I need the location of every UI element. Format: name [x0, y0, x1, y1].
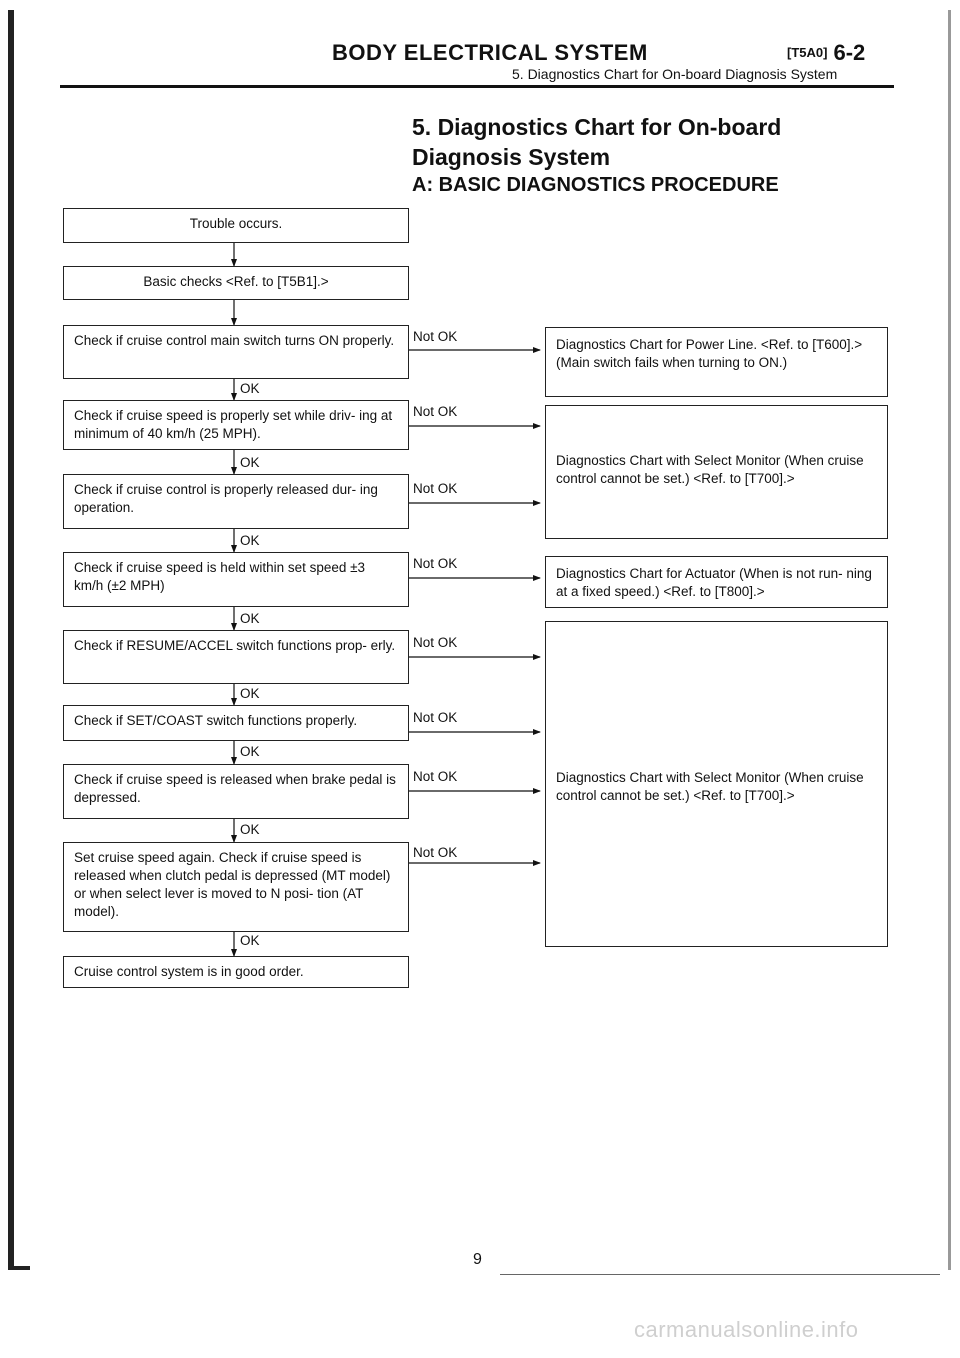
page-number: 9	[473, 1251, 482, 1268]
footer-rule	[500, 1274, 940, 1275]
result-box: Diagnostics Chart for Actuator (When is not run- ning at a fixed speed.) <Ref. to [T800].>	[545, 556, 888, 608]
basic-checks-box: Basic checks <Ref. to [T5B1].>	[63, 266, 409, 300]
ok-label: OK	[240, 744, 260, 759]
step-box: Check if cruise control main switch turns ON properly.	[63, 325, 409, 379]
header-section-code: [T5A0]	[787, 45, 828, 60]
ok-label: OK	[240, 933, 260, 948]
ok-label: OK	[240, 686, 260, 701]
not-ok-label: Not OK	[413, 481, 458, 496]
step-box: Check if cruise speed is held within set speed ±3 km/h (±2 MPH)	[63, 552, 409, 607]
section-title: 5. Diagnostics Chart for On-board Diagnosis System	[412, 114, 782, 170]
flow-start-box: Trouble occurs.	[63, 208, 409, 243]
step-box: Check if SET/COAST switch functions properly.	[63, 705, 409, 741]
step-box: Check if cruise control is properly released dur- ing operation.	[63, 474, 409, 529]
ok-label: OK	[240, 611, 260, 626]
not-ok-label: Not OK	[413, 635, 458, 650]
not-ok-label: Not OK	[413, 556, 458, 571]
result-box: Diagnostics Chart with Select Monitor (When cruise control cannot be set.) <Ref. to [T700].>	[545, 621, 888, 947]
not-ok-label: Not OK	[413, 329, 458, 344]
result-box: Diagnostics Chart for Power Line. <Ref. to [T600].> (Main switch fails when turning to ON.)	[545, 327, 888, 397]
flow-end-box: Cruise control system is in good order.	[63, 956, 409, 988]
not-ok-label: Not OK	[413, 404, 458, 419]
ok-label: OK	[240, 533, 260, 548]
header-subtitle: 5. Diagnostics Chart for On-board Diagnosis System	[512, 66, 838, 82]
ok-label: OK	[240, 455, 260, 470]
not-ok-label: Not OK	[413, 769, 458, 784]
section-subtitle: A: BASIC DIAGNOSTICS PROCEDURE	[412, 174, 779, 196]
step-box: Set cruise speed again. Check if cruise speed is released when clutch pedal is depressed (MT model) or when select lever is moved to N posi- tion (AT model).	[63, 842, 409, 932]
not-ok-label: Not OK	[413, 710, 458, 725]
ok-label: OK	[240, 381, 260, 396]
step-box: Check if cruise speed is released when brake pedal is depressed.	[63, 764, 409, 819]
header-page-ref: 6-2	[833, 40, 866, 65]
watermark: carmanualsonline.info	[634, 1317, 859, 1342]
step-box: Check if RESUME/ACCEL switch functions prop- erly.	[63, 630, 409, 684]
header-title: BODY ELECTRICAL SYSTEM	[332, 40, 648, 65]
result-box: Diagnostics Chart with Select Monitor (When cruise control cannot be set.) <Ref. to [T700].>	[545, 405, 888, 539]
ok-label: OK	[240, 822, 260, 837]
step-box: Check if cruise speed is properly set while driv- ing at minimum of 40 km/h (25 MPH).	[63, 400, 409, 450]
not-ok-label: Not OK	[413, 845, 458, 860]
